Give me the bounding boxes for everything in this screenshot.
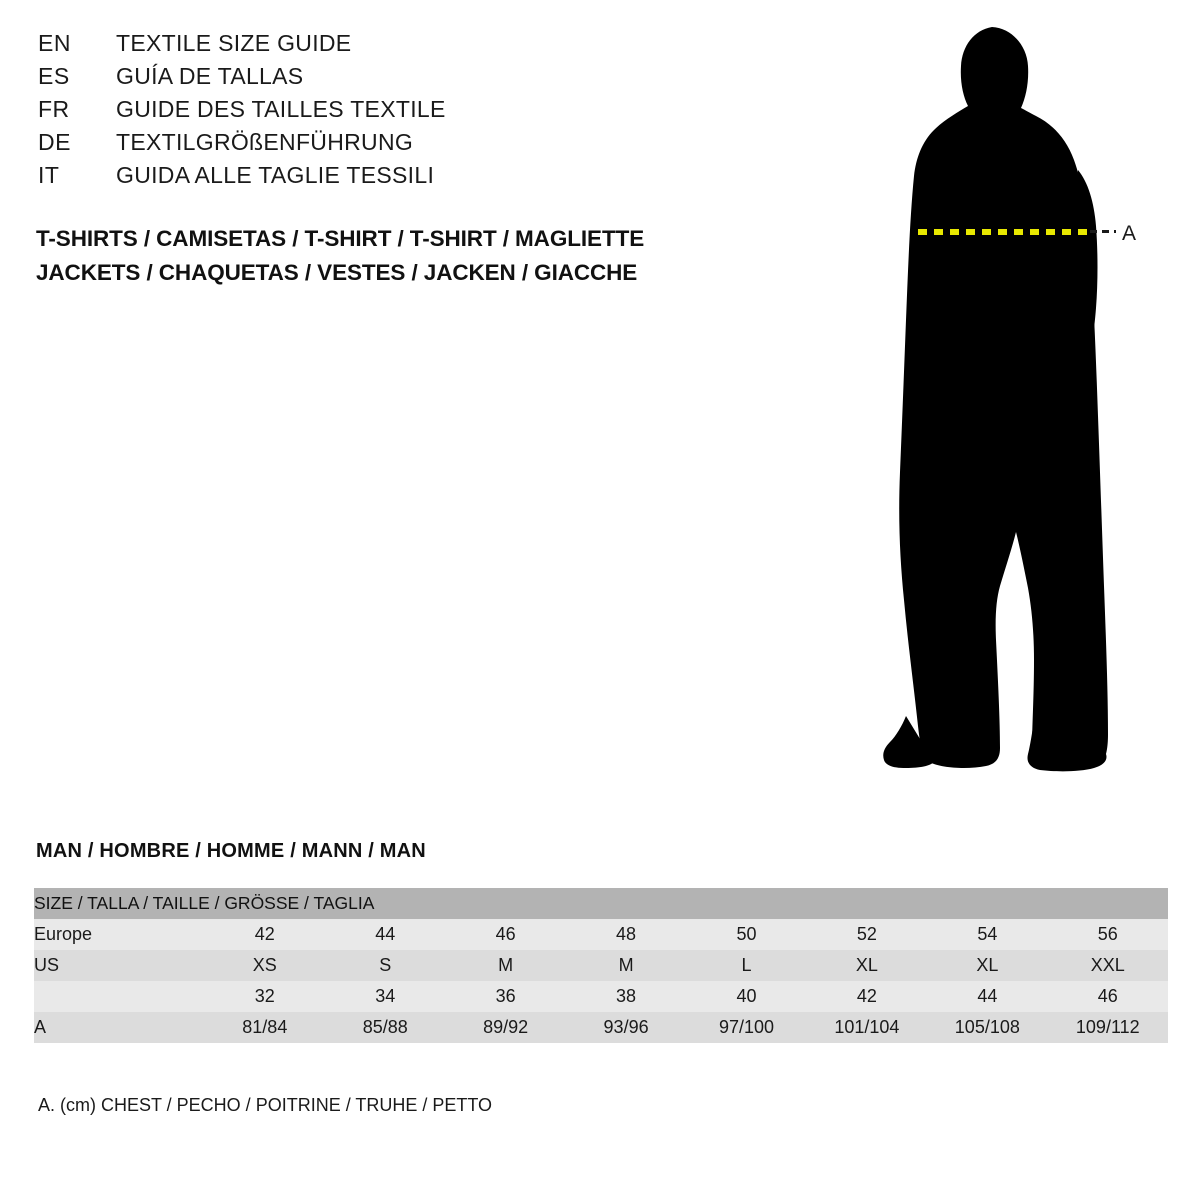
measure-leader-dashes [1090, 230, 1116, 233]
language-header-block [38, 30, 738, 195]
size-table [34, 888, 1168, 1043]
table-cell: 52 [807, 919, 927, 950]
language-text: GUÍA DE TALLAS [116, 63, 304, 89]
table-header-row [34, 888, 1168, 919]
language-text: GUIDA ALLE TAGLIE TESSILI [116, 162, 435, 188]
table-cell: XL [927, 950, 1047, 981]
table-cell: 42 [205, 919, 325, 950]
table-cell: 54 [927, 919, 1047, 950]
row-label: A [34, 1012, 205, 1043]
table-cell: 97/100 [686, 1012, 806, 1043]
table-cell: 85/88 [325, 1012, 445, 1043]
table-cell: 81/84 [205, 1012, 325, 1043]
language-code: FR [38, 96, 70, 122]
table-cell: 89/92 [445, 1012, 565, 1043]
language-code: ES [38, 63, 70, 89]
table-footnote: A. (cm) CHEST / PECHO / POITRINE / TRUHE / PETTO [38, 1095, 493, 1115]
language-text: TEXTILGRÖßENFÜHRUNG [116, 129, 414, 155]
table-cell: 101/104 [807, 1012, 927, 1043]
row-label: Europe [34, 919, 205, 950]
language-code: EN [38, 30, 71, 56]
table-cell: XS [205, 950, 325, 981]
category-tshirts: T-SHIRTS / CAMISETAS / T-SHIRT / T-SHIRT / MAGLIETTE [36, 226, 645, 251]
language-row [38, 96, 738, 129]
table-cell: 109/112 [1048, 1012, 1168, 1043]
table-cell: L [686, 950, 806, 981]
language-row [38, 129, 738, 162]
table-cell: 42 [807, 981, 927, 1012]
table-cell: 44 [927, 981, 1047, 1012]
table-cell: 105/108 [927, 1012, 1047, 1043]
table-cell: 38 [566, 981, 686, 1012]
garment-category-block [36, 222, 796, 290]
table-cell: 56 [1048, 919, 1168, 950]
language-row [38, 30, 738, 63]
table-row [34, 919, 1168, 950]
table-cell: XL [807, 950, 927, 981]
row-label [34, 981, 205, 1012]
table-header-label: SIZE / TALLA / TAILLE / GRÖSSE / TAGLIA [34, 888, 1168, 919]
table-cell: 34 [325, 981, 445, 1012]
table-cell: M [566, 950, 686, 981]
table-cell: S [325, 950, 445, 981]
row-label: US [34, 950, 205, 981]
table-row [34, 950, 1168, 981]
table-cell: 40 [686, 981, 806, 1012]
table-cell: 36 [445, 981, 565, 1012]
table-cell: 50 [686, 919, 806, 950]
language-row [38, 63, 738, 96]
table-cell: 93/96 [566, 1012, 686, 1043]
language-row [38, 162, 738, 195]
table-cell: 44 [325, 919, 445, 950]
body-silhouette-figure [840, 20, 1170, 790]
language-code: IT [38, 162, 60, 188]
table-cell: XXL [1048, 950, 1168, 981]
language-text: GUIDE DES TAILLES TEXTILE [116, 96, 446, 122]
table-section-title: MAN / HOMBRE / HOMME / MANN / MAN [36, 840, 426, 862]
table-row [34, 981, 1168, 1012]
language-text: TEXTILE SIZE GUIDE [116, 30, 352, 56]
table-cell: 46 [445, 919, 565, 950]
male-silhouette-icon [840, 20, 1170, 790]
category-jackets: JACKETS / CHAQUETAS / VESTES / JACKEN / GIACCHE [36, 260, 638, 285]
table-cell: M [445, 950, 565, 981]
table-cell: 46 [1048, 981, 1168, 1012]
table-row [34, 1012, 1168, 1043]
table-cell: 48 [566, 919, 686, 950]
measure-label-a: A [1122, 222, 1137, 245]
language-code: DE [38, 129, 71, 155]
table-cell: 32 [205, 981, 325, 1012]
